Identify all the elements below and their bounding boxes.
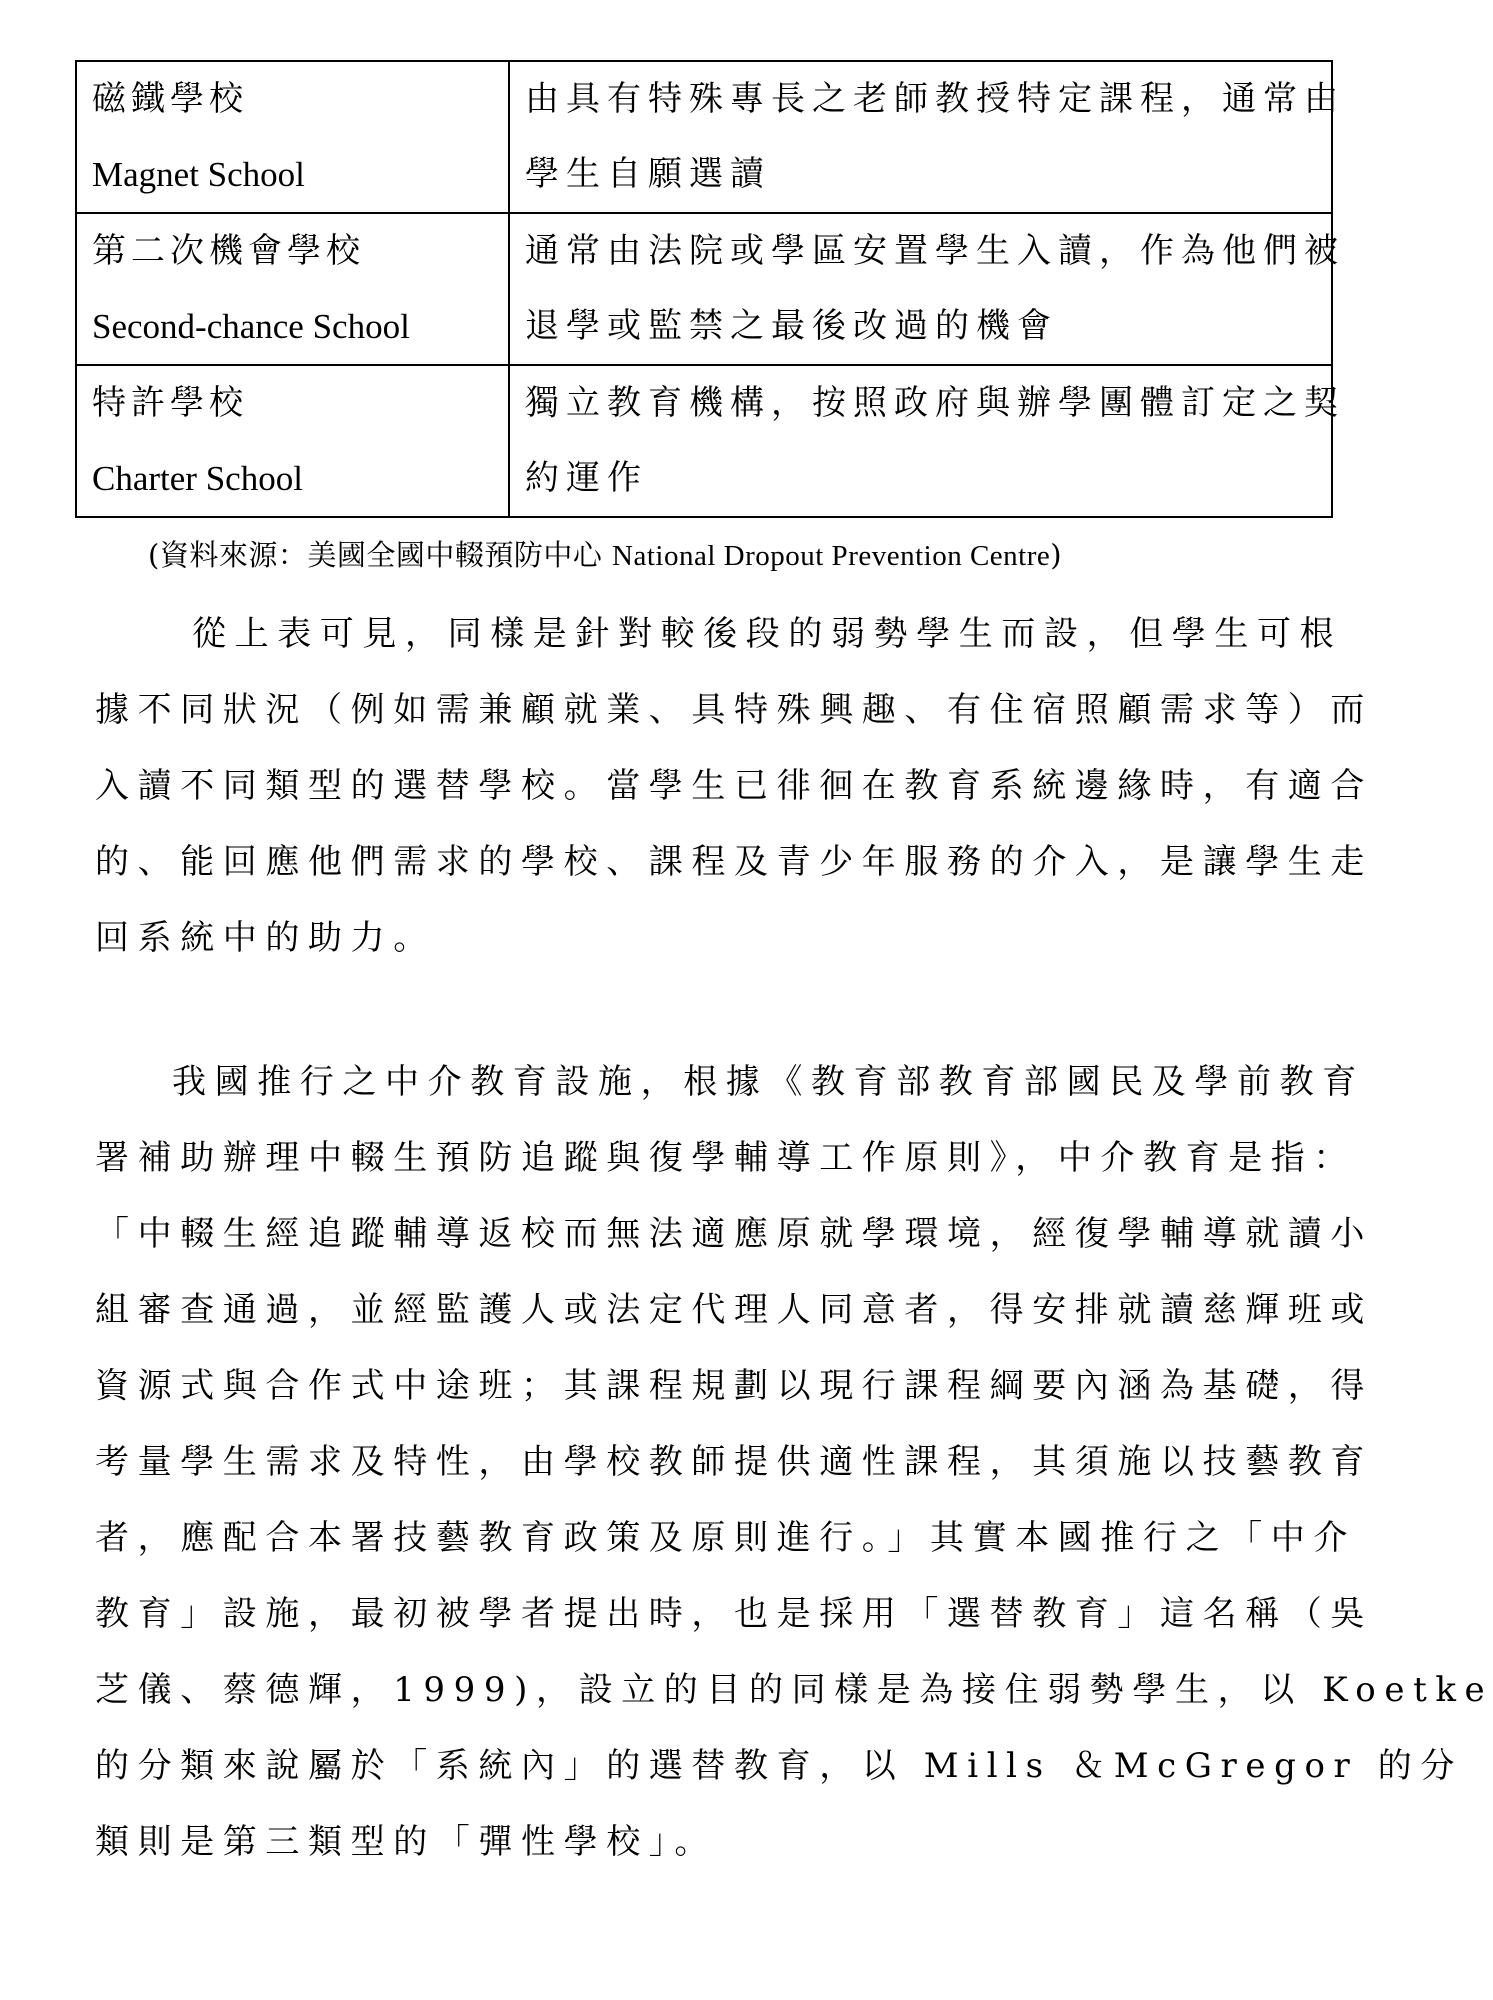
school-name-cell [76,61,509,213]
paragraph-summary [95,596,1373,976]
table-row [76,61,1332,213]
school-name-cell [76,213,509,365]
paragraph-line: 入讀不同類型的選替學校。當學生已徘徊在教育系統邊緣時，有適合 [95,766,1373,806]
paragraph-line: 回系統中的助力。 [95,918,436,958]
school-desc-line: 獨立教育機構，按照政府與辦學團體訂定之契 [525,383,1345,423]
school-desc-cell [509,61,1345,213]
paragraph-line: 芝儀、蔡德輝，1999)，設立的目的同樣是為接住弱勢學生，以 Koetke [95,1670,1493,1710]
paragraph-line: 考量學生需求及特性，由學校教師提供適性課程，其須施以技藝教育 [95,1442,1373,1482]
paragraph-line: 的分類來說屬於「系統內」的選替教育，以 Mills ＆McGregor 的分 [95,1746,1463,1786]
school-name-cell [76,365,509,517]
paragraph-line: 資源式與合作式中途班；其課程規劃以現行課程綱要內涵為基礎，得 [95,1366,1373,1406]
table-row [76,213,1332,365]
source-name-en: National Dropout Prevention Centre [612,540,1051,572]
paragraph-line: 從上表可見，同樣是針對較後段的弱勢學生而設，但學生可根 [192,614,1343,654]
paragraph-line: 「中輟生經追蹤輔導返校而無法適應原就學環境，經復學輔導就讀小 [95,1214,1373,1254]
paragraph-line: 的、能回應他們需求的學校、課程及青少年服務的介入，是讓學生走 [95,842,1373,882]
paragraph-intermediate-education [95,1044,1493,1880]
school-name-en: Charter School [92,459,303,498]
paragraph-line: 我國推行之中介教育設施，根據《教育部教育部國民及學前教育 [172,1062,1365,1102]
table-row [76,365,1332,517]
source-prefix: (資料來源：美國全國中輟預防中心 [148,538,613,572]
school-name-zh: 特許學校 [92,383,248,423]
school-name-zh: 磁鐵學校 [92,79,248,119]
school-desc-line: 退學或監禁之最後改過的機會 [525,306,1058,346]
school-desc-cell [509,213,1345,365]
school-desc-line: 學生自願選讀 [525,154,771,194]
school-name-zh: 第二次機會學校 [92,231,365,271]
paragraph-line: 組審查通過，並經監護人或法定代理人同意者，得安排就讀慈輝班或 [95,1290,1373,1330]
school-desc-line: 由具有特殊專長之老師教授特定課程，通常由 [525,79,1345,119]
paragraph-line: 類則是第三類型的「彈性學校」。 [95,1822,717,1862]
school-desc-line: 約運作 [525,458,648,498]
school-name-en: Second-chance School [92,307,410,346]
paragraph-line: 教育」設施，最初被學者提出時，也是採用「選替教育」這名稱（吳 [95,1594,1373,1634]
source-caption [148,533,1062,574]
paragraph-line: 署補助辦理中輟生預防追蹤與復學輔導工作原則》，中介教育是指： [95,1138,1356,1178]
school-desc-cell [509,365,1345,517]
source-suffix: ) [1050,538,1063,572]
paragraph-line: 據不同狀況（例如需兼顧就業、具特殊興趣、有住宿照顧需求等）而 [95,690,1373,730]
school-desc-line: 通常由法院或學區安置學生入讀，作為他們被 [525,231,1345,271]
school-name-en: Magnet School [92,155,305,194]
school-types-table [75,60,1345,518]
paragraph-line: 者，應配合本署技藝教育政策及原則進行。」其實本國推行之「中介 [95,1518,1356,1558]
